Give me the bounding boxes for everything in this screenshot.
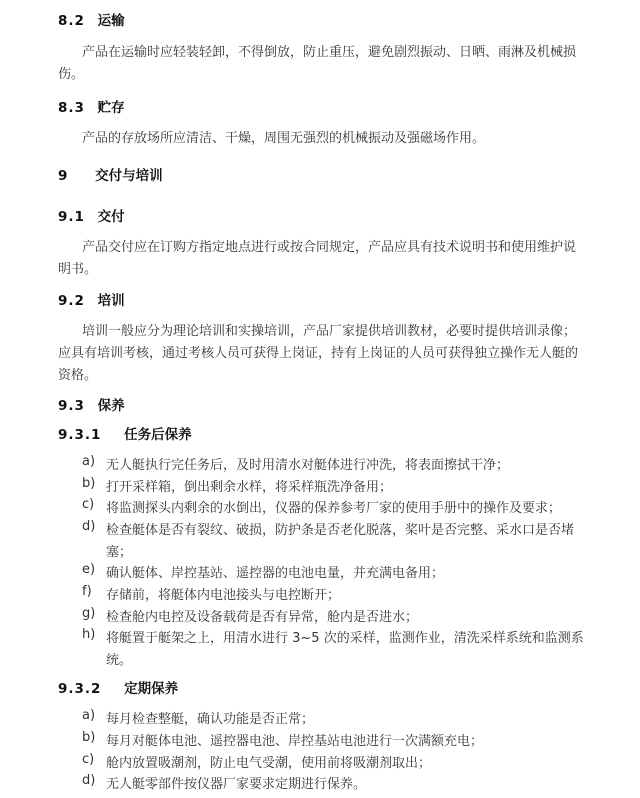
section-title: 培训 (97, 293, 125, 309)
paragraph-line: 产品在运输时应轻装轻卸，不得倒放，防止重压，避免剧烈振动、日晒、雨淋及机械损 (82, 45, 577, 60)
paragraph-line: 产品交付应在订购方指定地点进行或按合同规定，产品应具有技术说明书和使用维护说 (82, 240, 577, 255)
list-item: 无人艇执行完任务后，及时用清水对艇体进行冲洗，将表面擦拭干净； (106, 458, 510, 473)
list-item: 打开采样箱，倒出剩余水样，将采样瓶洗净备用； (106, 480, 393, 495)
section-number: 8.3 (58, 100, 85, 116)
section-8-2-heading (58, 9, 125, 29)
list-item: 舱内放置吸潮剂，防止电气受潮，使用前将吸潮剂取出； (106, 756, 432, 771)
list-marker: f) (82, 584, 92, 599)
list-marker: d) (82, 519, 96, 534)
section-title: 交付 (97, 209, 125, 225)
section-title: 交付与培训 (95, 168, 163, 184)
section-title: 任务后保养 (124, 427, 192, 443)
section-9-heading (58, 164, 163, 184)
section-number: 8.2 (58, 13, 85, 29)
section-8-3-heading (58, 96, 125, 116)
list-item: 将监测探头内剩余的水倒出，仪器的保养参考厂家的使用手册中的操作及要求； (106, 501, 562, 516)
paragraph-line: 产品的存放场所应清洁、干燥，周围无强烈的机械振动及强磁场作用。 (82, 131, 486, 146)
section-title: 运输 (97, 13, 125, 29)
paragraph-line: 应具有培训考核，通过考核人员可获得上岗证，持有上岗证的人员可获得独立操作无人艇的 (58, 346, 579, 361)
section-number: 9.1 (58, 209, 85, 225)
section-9-1-heading (58, 205, 125, 225)
list-item: 检查舱内电控及设备载荷是否有异常，舱内是否进水； (106, 610, 419, 625)
list-item: 检查艇体是否有裂纹、破损，防护条是否老化脱落，桨叶是否完整、采水口是否堵 (106, 523, 575, 538)
section-number: 9 (58, 168, 69, 184)
section-9-3-2-heading (58, 677, 178, 697)
section-9-3-heading (58, 394, 125, 414)
list-item: 每月对艇体电池、遥控器电池、岸控基站电池进行一次满额充电； (106, 734, 484, 749)
list-item-continuation: 塞； (106, 545, 133, 560)
list-marker: a) (82, 454, 96, 469)
paragraph-line: 培训一般应分为理论培训和实操培训，产品厂家提供培训教材，必要时提供培训录像； (82, 324, 577, 339)
list-item-continuation: 统。 (106, 653, 133, 668)
list-item: 每月检查整艇，确认功能是否正常； (106, 712, 315, 727)
section-title: 贮存 (97, 100, 125, 116)
section-number: 9.2 (58, 293, 85, 309)
list-marker: c) (82, 752, 95, 767)
section-title: 保养 (97, 398, 125, 414)
list-item: 将艇置于艇架之上，用清水进行 3~5 次的采样，监测作业，清洗采样系统和监测系 (106, 631, 584, 646)
section-number: 9.3 (58, 398, 85, 414)
list-marker: c) (82, 497, 95, 512)
list-marker: g) (82, 606, 96, 621)
section-9-2-heading (58, 289, 125, 309)
section-number: 9.3.1 (58, 427, 102, 443)
section-title: 定期保养 (124, 681, 179, 697)
section-number: 9.3.2 (58, 681, 102, 697)
section-9-3-1-heading (58, 423, 192, 443)
list-marker: b) (82, 476, 96, 491)
list-item: 无人艇零部件按仪器厂家要求定期进行保养。 (106, 777, 367, 792)
list-marker: e) (82, 562, 96, 577)
list-marker: b) (82, 730, 96, 745)
list-item: 确认艇体、岸控基站、遥控器的电池电量，并充满电备用； (106, 566, 445, 581)
paragraph-line: 明书。 (58, 262, 98, 277)
paragraph-line: 伤。 (58, 67, 85, 82)
list-item: 存储前，将艇体内电池接头与电控断开； (106, 588, 341, 603)
list-marker: h) (82, 627, 96, 642)
paragraph-line: 资格。 (58, 368, 98, 383)
list-marker: a) (82, 708, 96, 723)
list-marker: d) (82, 773, 96, 788)
